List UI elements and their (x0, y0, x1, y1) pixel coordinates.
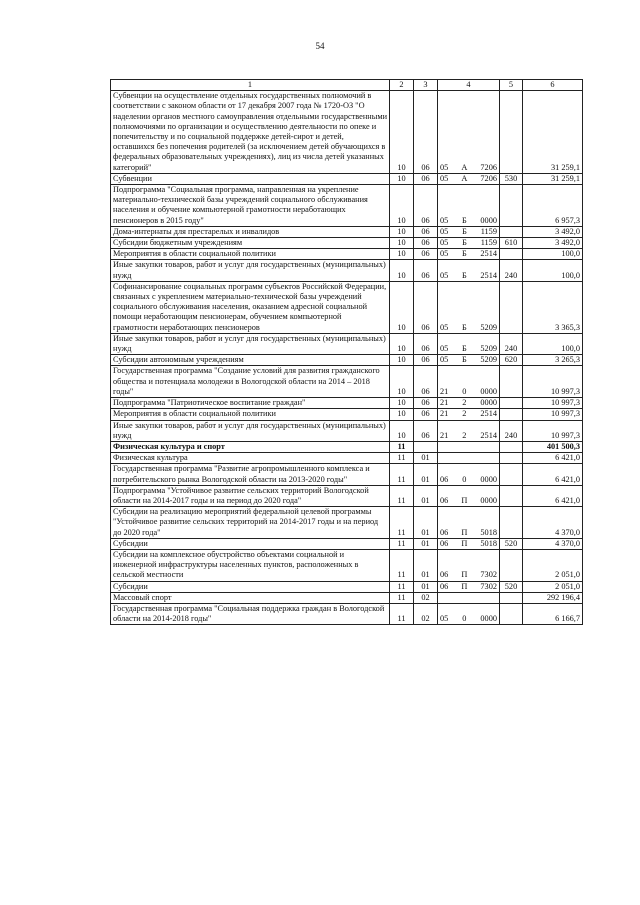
expense-type-cell (500, 485, 523, 506)
target-article-cell (438, 91, 500, 174)
subsection-code-cell: 06 (414, 398, 438, 409)
amount-cell: 100,0 (523, 249, 583, 260)
section-code-cell: 10 (390, 173, 414, 184)
section-code-cell: 10 (390, 281, 414, 333)
section-code-cell: 10 (390, 398, 414, 409)
subsection-code-cell: 01 (414, 538, 438, 549)
row-name-cell: Субсидии (111, 581, 390, 592)
section-code-cell: 10 (390, 333, 414, 354)
expense-type-cell (500, 226, 523, 237)
table-row (111, 226, 583, 237)
expense-type-cell (500, 592, 523, 603)
direction-code: 1159 (480, 238, 497, 248)
direction-code: 0000 (480, 495, 497, 505)
amount-cell: 401 500,3 (523, 441, 583, 452)
expense-type-cell: 520 (500, 538, 523, 549)
direction-code: 5209 (480, 355, 497, 365)
subprogram-code: Б (461, 249, 467, 259)
expense-type-cell: 530 (500, 173, 523, 184)
target-article-cell (438, 538, 500, 549)
subprogram-code: 0 (462, 386, 467, 396)
program-code: 05 (440, 614, 449, 624)
section-code-cell: 10 (390, 226, 414, 237)
table-row (111, 420, 583, 441)
subprogram-code: Б (461, 215, 467, 225)
program-code: 21 (440, 409, 449, 419)
row-name-cell: Софинансирование социальных программ субъектов Российской Федерации, связанных с укреплением материально-технической базы учреждений социального обслуживания населения, оказанием адресной социальной помощи неработающим пенсионерам, обучением компьютерной грамотности неработающих пенсионеров (111, 281, 390, 333)
program-code: 05 (440, 344, 449, 354)
subsection-code-cell: 01 (414, 507, 438, 539)
table-row (111, 173, 583, 184)
amount-cell: 6 421,0 (523, 453, 583, 464)
section-code-cell: 11 (390, 538, 414, 549)
header-cell: 6 (523, 80, 583, 91)
program-code: 21 (440, 386, 449, 396)
page-number: 54 (315, 41, 325, 51)
subprogram-code: А (461, 162, 468, 172)
row-name-cell: Субсидии на реализацию мероприятий федеральной целевой программы "Устойчивое развитие сельских территорий на 2014-2017 годы и на период до 2020 года" (111, 507, 390, 539)
expense-type-cell (500, 441, 523, 452)
target-article-cell (438, 507, 500, 539)
expense-type-cell (500, 281, 523, 333)
row-name-cell: Государственная программа "Создание условий для развития гражданского общества и потенциала молодежи в Вологодской области на 2014 – 2018 годы" (111, 366, 390, 398)
amount-cell: 31 259,1 (523, 91, 583, 174)
subsection-code-cell: 02 (414, 592, 438, 603)
amount-cell: 100,0 (523, 333, 583, 354)
section-code-cell: 10 (390, 91, 414, 174)
subsection-code-cell: 01 (414, 581, 438, 592)
section-code-cell: 10 (390, 355, 414, 366)
expense-type-cell (500, 464, 523, 485)
direction-code: 2514 (480, 409, 497, 419)
expense-type-cell: 240 (500, 260, 523, 281)
direction-code: 1159 (480, 226, 497, 236)
program-code: 05 (440, 270, 449, 280)
header-cell: 1 (111, 80, 390, 91)
program-code: 05 (440, 249, 449, 259)
expense-type-cell: 240 (500, 333, 523, 354)
subsection-code-cell: 01 (414, 485, 438, 506)
row-name-cell: Иные закупки товаров, работ и услуг для государственных (муниципальных) нужд (111, 333, 390, 354)
subprogram-code: Б (462, 238, 467, 248)
table-row (111, 538, 583, 549)
amount-cell: 3 365,3 (523, 281, 583, 333)
target-article-cell (438, 173, 500, 184)
subprogram-code: А (461, 173, 468, 183)
subsection-code-cell: 06 (414, 238, 438, 249)
expense-type-cell (500, 549, 523, 581)
target-article-cell (438, 185, 500, 227)
amount-cell: 100,0 (523, 260, 583, 281)
program-code: 21 (440, 398, 449, 408)
row-name-cell: Физическая культура и спорт (111, 441, 390, 452)
subsection-code-cell: 01 (414, 549, 438, 581)
amount-cell: 31 259,1 (523, 173, 583, 184)
subsection-code-cell: 06 (414, 91, 438, 174)
subsection-code-cell: 06 (414, 260, 438, 281)
table-row (111, 603, 583, 624)
subprogram-code: 0 (462, 614, 467, 624)
row-name-cell: Подпрограмма "Устойчивое развитие сельских территорий Вологодской области на 2014-2017 годы и на период до 2020 года" (111, 485, 390, 506)
expense-type-cell: 520 (500, 581, 523, 592)
direction-code: 2514 (480, 249, 497, 259)
amount-cell: 3 265,3 (523, 355, 583, 366)
row-name-cell: Субсидии (111, 538, 390, 549)
table-row (111, 260, 583, 281)
section-code-cell: 11 (390, 507, 414, 539)
direction-code: 0000 (480, 386, 497, 396)
subsection-code-cell (414, 441, 438, 452)
expense-type-cell: 610 (500, 238, 523, 249)
row-name-cell: Мероприятия в области социальной политики (111, 249, 390, 260)
program-code: 06 (440, 474, 449, 484)
amount-cell: 3 492,0 (523, 226, 583, 237)
direction-code: 0000 (480, 614, 497, 624)
table-header-row (111, 80, 583, 91)
direction-code: 7302 (480, 570, 497, 580)
subprogram-code: П (461, 495, 468, 505)
table-row (111, 549, 583, 581)
subprogram-code: 0 (462, 474, 467, 484)
subprogram-code: Б (461, 355, 467, 365)
direction-code: 7206 (480, 162, 497, 172)
amount-cell: 6 421,0 (523, 464, 583, 485)
section-code-cell: 11 (390, 592, 414, 603)
row-name-cell: Массовый спорт (111, 592, 390, 603)
target-article-cell (438, 603, 500, 624)
target-article-cell (438, 485, 500, 506)
section-code-cell: 10 (390, 238, 414, 249)
expense-type-cell (500, 603, 523, 624)
expense-type-cell: 240 (500, 420, 523, 441)
expense-type-cell (500, 249, 523, 260)
program-code: 06 (440, 581, 449, 591)
subsection-code-cell: 06 (414, 355, 438, 366)
program-code: 06 (440, 538, 449, 548)
expense-type-cell (500, 91, 523, 174)
amount-cell: 10 997,3 (523, 409, 583, 420)
program-code: 05 (440, 162, 449, 172)
table-row (111, 592, 583, 603)
target-article-cell (438, 549, 500, 581)
header-cell: 2 (390, 80, 414, 91)
target-article-cell (438, 260, 500, 281)
row-name-cell: Государственная программа "Социальная поддержка граждан в Вологодской области на 2014-2018 годы" (111, 603, 390, 624)
program-code: 05 (440, 226, 449, 236)
target-article-cell (438, 238, 500, 249)
section-code-cell: 10 (390, 366, 414, 398)
header-cell: 5 (500, 80, 523, 91)
table-row (111, 507, 583, 539)
expense-type-cell (500, 453, 523, 464)
section-code-cell: 11 (390, 453, 414, 464)
subprogram-code: Б (461, 322, 467, 332)
table-row (111, 464, 583, 485)
row-name-cell: Дома-интернаты для престарелых и инвалидов (111, 226, 390, 237)
subsection-code-cell: 06 (414, 226, 438, 237)
program-code: 05 (440, 355, 449, 365)
table-row (111, 91, 583, 174)
subsection-code-cell: 01 (414, 464, 438, 485)
table-row (111, 333, 583, 354)
row-name-cell: Иные закупки товаров, работ и услуг для государственных (муниципальных) нужд (111, 260, 390, 281)
subprogram-code: 2 (462, 398, 467, 408)
amount-cell: 10 997,3 (523, 420, 583, 441)
row-name-cell: Государственная программа "Развитие агропромышленного комплекса и потребительского рынка Вологодской области на 2013-2020 годы" (111, 464, 390, 485)
subsection-code-cell: 06 (414, 366, 438, 398)
table-row (111, 238, 583, 249)
row-name-cell: Субсидии бюджетным учреждениям (111, 238, 390, 249)
target-article-cell (438, 592, 500, 603)
table-row (111, 453, 583, 464)
subprogram-code: Б (461, 270, 467, 280)
subsection-code-cell: 01 (414, 453, 438, 464)
direction-code: 0000 (480, 398, 497, 408)
direction-code: 5018 (480, 527, 497, 537)
header-cell: 3 (414, 80, 438, 91)
target-article-cell (438, 581, 500, 592)
target-article-cell (438, 464, 500, 485)
section-code-cell: 11 (390, 603, 414, 624)
direction-code: 5209 (480, 344, 497, 354)
section-code-cell: 10 (390, 260, 414, 281)
amount-cell: 10 997,3 (523, 366, 583, 398)
amount-cell: 4 370,0 (523, 507, 583, 539)
row-name-cell: Подпрограмма "Патриотическое воспитание граждан" (111, 398, 390, 409)
program-code: 06 (440, 495, 449, 505)
program-code: 05 (440, 215, 449, 225)
direction-code: 0000 (480, 474, 497, 484)
table-row (111, 485, 583, 506)
subsection-code-cell: 06 (414, 249, 438, 260)
expense-type-cell (500, 409, 523, 420)
program-code: 05 (440, 173, 449, 183)
table-row (111, 398, 583, 409)
program-code: 05 (440, 322, 449, 332)
subprogram-code: Б (462, 226, 467, 236)
section-code-cell: 10 (390, 185, 414, 227)
expense-type-cell (500, 366, 523, 398)
amount-cell: 6 421,0 (523, 485, 583, 506)
subsection-code-cell: 06 (414, 281, 438, 333)
target-article-cell (438, 398, 500, 409)
subprogram-code: П (461, 538, 468, 548)
subsection-code-cell: 06 (414, 420, 438, 441)
row-name-cell: Субсидии автономным учреждениям (111, 355, 390, 366)
amount-cell: 3 492,0 (523, 238, 583, 249)
amount-cell: 10 997,3 (523, 398, 583, 409)
section-code-cell: 11 (390, 485, 414, 506)
target-article-cell (438, 420, 500, 441)
target-article-cell (438, 355, 500, 366)
target-article-cell (438, 281, 500, 333)
expense-type-cell: 620 (500, 355, 523, 366)
subprogram-code: П (461, 570, 468, 580)
section-code-cell: 11 (390, 581, 414, 592)
direction-code: 2514 (480, 430, 497, 440)
row-name-cell: Физическая культура (111, 453, 390, 464)
section-code-cell: 11 (390, 464, 414, 485)
table-row (111, 441, 583, 452)
subsection-code-cell: 06 (414, 185, 438, 227)
section-code-cell: 10 (390, 409, 414, 420)
program-code: 21 (440, 430, 449, 440)
header-cell: 4 (438, 80, 500, 91)
table-row (111, 281, 583, 333)
program-code: 06 (440, 570, 449, 580)
budget-table (110, 79, 583, 625)
subsection-code-cell: 06 (414, 333, 438, 354)
table-row (111, 249, 583, 260)
row-name-cell: Субсидии на комплексное обустройство объектами социальной и инженерной инфраструктуры населенных пунктов, расположенных в сельской местности (111, 549, 390, 581)
row-name-cell: Подпрограмма "Социальная программа, направленная на укрепление материально-технической базы учреждений социального обслуживания населения и обучение компьютерной грамотности неработающих пенсионеров в 2015 году" (111, 185, 390, 227)
amount-cell: 2 051,0 (523, 581, 583, 592)
subprogram-code: П (461, 527, 468, 537)
row-name-cell: Субвенции (111, 173, 390, 184)
subsection-code-cell: 06 (414, 409, 438, 420)
direction-code: 5018 (480, 538, 497, 548)
subprogram-code: П (461, 581, 468, 591)
direction-code: 2514 (480, 270, 497, 280)
program-code: 06 (440, 527, 449, 537)
target-article-cell (438, 249, 500, 260)
section-code-cell: 11 (390, 441, 414, 452)
row-name-cell: Субвенции на осуществлениe отдельных государственных полномочий в соответствии с законом области от 17 декабря 2007 года № 1720-ОЗ "О наделении органов местного самоуправления отдельными государственными полномочиями по организации и осуществлению деятельности по опеке и попечительству и по социальной поддержке детей-сирот и детей, оставшихся без попечения родителей (за исключением детей обучающихся в федеральных образовательных учреждениях), лиц из числа детей указанных категорий" (111, 91, 390, 174)
section-code-cell: 11 (390, 549, 414, 581)
subsection-code-cell: 06 (414, 173, 438, 184)
subprogram-code: 2 (462, 430, 467, 440)
subsection-code-cell: 02 (414, 603, 438, 624)
direction-code: 7302 (480, 581, 497, 591)
target-article-cell (438, 441, 500, 452)
subprogram-code: 2 (462, 409, 467, 419)
table-row (111, 355, 583, 366)
direction-code: 7206 (480, 173, 497, 183)
table-row (111, 185, 583, 227)
section-code-cell: 10 (390, 420, 414, 441)
table-row (111, 366, 583, 398)
target-article-cell (438, 453, 500, 464)
row-name-cell: Мероприятия в области социальной политики (111, 409, 390, 420)
amount-cell: 2 051,0 (523, 549, 583, 581)
table-row (111, 581, 583, 592)
subprogram-code: Б (461, 344, 467, 354)
amount-cell: 6 166,7 (523, 603, 583, 624)
direction-code: 5209 (480, 322, 497, 332)
section-code-cell: 10 (390, 249, 414, 260)
table-row (111, 409, 583, 420)
target-article-cell (438, 333, 500, 354)
expense-type-cell (500, 185, 523, 227)
direction-code: 0000 (480, 215, 497, 225)
row-name-cell: Иные закупки товаров, работ и услуг для государственных (муниципальных) нужд (111, 420, 390, 441)
target-article-cell (438, 409, 500, 420)
expense-type-cell (500, 398, 523, 409)
program-code: 05 (440, 238, 449, 248)
target-article-cell (438, 366, 500, 398)
amount-cell: 6 957,3 (523, 185, 583, 227)
target-article-cell (438, 226, 500, 237)
amount-cell: 4 370,0 (523, 538, 583, 549)
amount-cell: 292 196,4 (523, 592, 583, 603)
expense-type-cell (500, 507, 523, 539)
